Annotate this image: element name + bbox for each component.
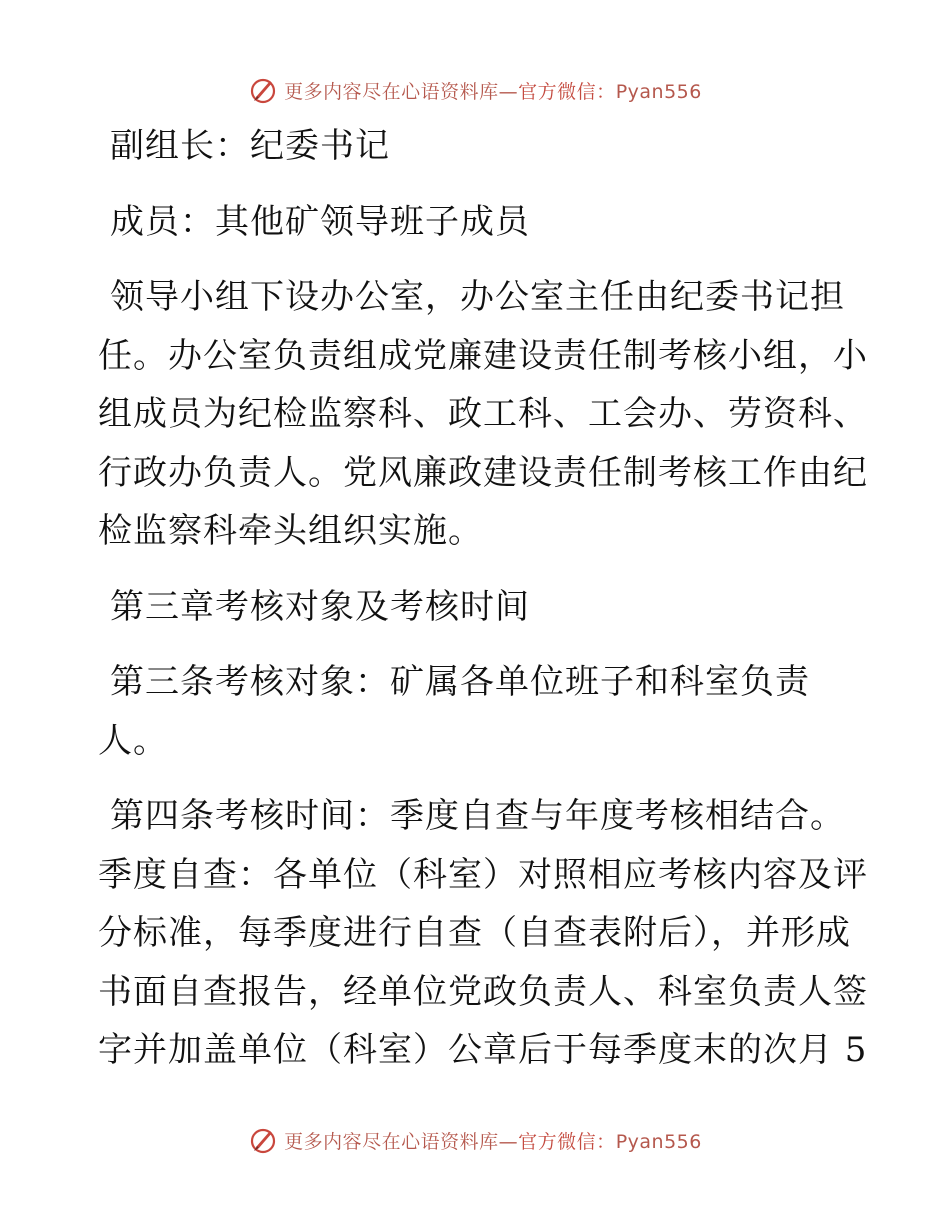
paragraph-deputy-leader [98, 117, 858, 176]
watermark-wechat-id: Pyan556 [615, 80, 702, 103]
watermark-wechat-id: Pyan556 [615, 1130, 702, 1153]
chapter-heading [98, 578, 858, 637]
text-line: 行政办负责人。党风廉政建设责任制考核工作由纪 [98, 452, 868, 493]
text-line: 任。办公室负责组成党廉建设责任制考核小组，小 [98, 335, 868, 376]
watermark-main-text: 更多内容尽在心语资料库 [284, 80, 499, 103]
text-line: 分标准，每季度进行自查（自查表附后），并形成 [98, 913, 851, 953]
footer-watermark-banner [0, 1120, 950, 1160]
text-line: 人。 [98, 720, 168, 761]
text-line: 第四条考核时间：季度自查与年度考核相结合。 [110, 796, 845, 836]
watermark-dash: — [498, 1130, 519, 1153]
text-line: 组成员为纪检监察科、政工科、工会办、劳资科、 [98, 394, 868, 434]
paragraph-article-4 [98, 787, 868, 1080]
quill-pen-icon [248, 1125, 278, 1155]
watermark-dash: — [498, 80, 519, 103]
watermark-wechat-label: 官方微信： [518, 1130, 616, 1153]
text-line: 成员：其他矿领导班子成员 [110, 201, 530, 242]
document-body [98, 117, 868, 1097]
quill-pen-icon [248, 75, 278, 105]
text-line: 领导小组下设办公室，办公室主任由纪委书记担 [110, 277, 845, 317]
text-line: 副组长：纪委书记 [110, 126, 390, 166]
watermark-text [284, 1127, 702, 1154]
text-line: 书面自查报告，经单位党政负责人、科室负责人签 [98, 971, 868, 1012]
text-line: 检监察科牵头组织实施。 [98, 511, 483, 551]
watermark-wechat-label: 官方微信： [518, 80, 616, 103]
watermark-main-text: 更多内容尽在心语资料库 [284, 1130, 499, 1153]
text-line: 第三章考核对象及考核时间 [110, 586, 530, 627]
text-line: 第三条考核对象：矿属各单位班子和科室负责 [110, 662, 810, 702]
text-line: 季度自查：各单位（科室）对照相应考核内容及评 [98, 854, 868, 895]
paragraph-members [98, 193, 858, 252]
paragraph-office-setup [98, 268, 868, 561]
header-watermark-banner [0, 70, 950, 110]
text-line: 字并加盖单位（科室）公章后于每季度末的次月 5 [98, 1030, 868, 1070]
watermark-text [284, 77, 702, 104]
paragraph-article-3 [98, 653, 858, 770]
